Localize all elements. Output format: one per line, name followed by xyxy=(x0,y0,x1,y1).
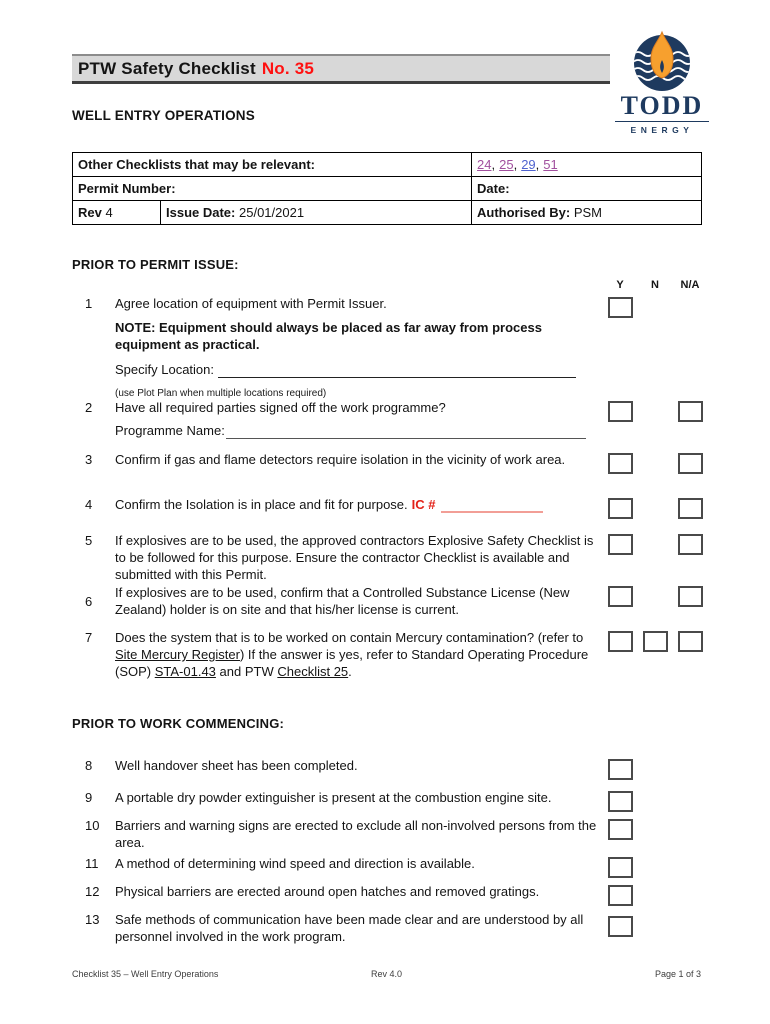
date-label: Date: xyxy=(472,177,702,201)
page-footer xyxy=(72,969,701,979)
footer-document-name: Checklist 35 – Well Entry Operations xyxy=(72,969,219,979)
checkbox-item-5-na[interactable] xyxy=(678,534,703,555)
item-text: Confirm if gas and flame detectors require isolation in the vicinity of work area. xyxy=(115,452,566,467)
table-row xyxy=(73,177,702,201)
item-number: 13 xyxy=(85,912,100,927)
checklist-item-9 xyxy=(72,789,712,806)
other-checklists-label: Other Checklists that may be relevant: xyxy=(73,153,472,177)
other-checklists-links xyxy=(472,153,702,177)
issue-date-label: Issue Date: xyxy=(166,204,236,220)
item-text: If explosives are to be used, the approved contractors Explosive Safety Checklist is to be followed for this purpose. Ensure the contractor Checklist is available and submitted with this Permit. xyxy=(115,533,594,582)
specify-location-field[interactable] xyxy=(218,364,576,378)
checklist-item-4 xyxy=(72,496,712,513)
checklist-25-link[interactable]: Checklist 25 xyxy=(277,664,349,679)
item-text: . xyxy=(348,664,352,679)
programme-name-label: Programme Name: xyxy=(115,423,225,438)
item-text: Does the system that is to be worked on contain Mercury contamination? (refer to xyxy=(115,630,584,645)
permit-info-table xyxy=(72,152,702,225)
checklist-item-7 xyxy=(72,629,712,680)
checkbox-item-7-n[interactable] xyxy=(643,631,668,652)
checklist-link-51[interactable]: 51 xyxy=(543,156,558,172)
column-header-na: N/A xyxy=(680,279,700,291)
issue-date-cell xyxy=(161,201,472,225)
sta-01-43-link[interactable]: STA-01.43 xyxy=(154,664,216,679)
authorised-by-value: PSM xyxy=(573,204,602,220)
item-number: 3 xyxy=(85,452,93,467)
item-text: Well handover sheet has been completed. xyxy=(115,758,358,773)
document-title: PTW Safety Checklist xyxy=(78,59,256,78)
page-title: WELL ENTRY OPERATIONS xyxy=(72,108,255,123)
checklist-item-12 xyxy=(72,883,712,900)
logo-wordmark: TODD xyxy=(620,91,704,120)
checkbox-item-4-y[interactable] xyxy=(608,498,633,519)
checkbox-item-10-y[interactable] xyxy=(608,819,633,840)
column-header-n: N xyxy=(651,279,659,291)
table-row xyxy=(73,201,702,225)
item-number: 5 xyxy=(85,533,93,548)
checkbox-item-1-y[interactable] xyxy=(608,297,633,318)
plot-plan-hint: (use Plot Plan when multiple locations required) xyxy=(115,388,327,399)
item-text: A portable dry powder extinguisher is present at the combustion engine site. xyxy=(115,790,552,805)
separator: , xyxy=(535,156,540,172)
checkbox-item-2-na[interactable] xyxy=(678,401,703,422)
checklist-link-24[interactable]: 24 xyxy=(477,156,492,172)
checklist-link-29[interactable]: 29 xyxy=(521,156,536,172)
item-text: Have all required parties signed off the work programme? xyxy=(115,400,446,415)
permit-number-label: Permit Number: xyxy=(73,177,472,201)
ic-number-label: IC # xyxy=(411,497,436,512)
checkbox-item-13-y[interactable] xyxy=(608,916,633,937)
item-text: If explosives are to be used, confirm that a Controlled Substance License (New Zealand) holder is on site and that his/her license is current. xyxy=(115,585,570,617)
rev-label: Rev xyxy=(78,204,102,220)
item-number: 12 xyxy=(85,884,100,899)
rev-cell xyxy=(73,201,161,225)
item-number: 11 xyxy=(85,856,99,871)
checkbox-item-11-y[interactable] xyxy=(608,857,633,878)
authorised-by-label: Authorised By: xyxy=(477,204,571,220)
item-number: 7 xyxy=(85,630,93,645)
checklist-item-13 xyxy=(72,911,712,945)
section-prior-to-permit-issue: PRIOR TO PERMIT ISSUE: xyxy=(72,257,239,272)
section-prior-to-work-commencing: PRIOR TO WORK COMMENCING: xyxy=(72,716,285,731)
item-number: 6 xyxy=(85,594,93,609)
checkbox-item-6-y[interactable] xyxy=(608,586,633,607)
specify-location-label: Specify Location: xyxy=(115,362,215,377)
checkbox-item-3-na[interactable] xyxy=(678,453,703,474)
todd-energy-globe-flame-icon xyxy=(615,30,709,92)
item-number: 2 xyxy=(85,400,93,415)
item-text: Safe methods of communication have been made clear and are understood by all personnel involved in the work program. xyxy=(115,912,584,944)
item-number: 1 xyxy=(85,296,93,311)
checkbox-item-7-na[interactable] xyxy=(678,631,703,652)
checklist-item-11 xyxy=(72,855,712,872)
document-title-bar xyxy=(72,54,610,84)
item-text: ) If the answer is yes, refer to Standard Operating Procedure (SOP) xyxy=(115,647,589,679)
checklist-item-1 xyxy=(72,295,712,402)
item-text: and PTW xyxy=(215,664,278,679)
logo-subtext: ENERGY xyxy=(615,121,709,135)
item-text: A method of determining wind speed and direction is available. xyxy=(115,856,475,871)
site-mercury-register-link[interactable]: Site Mercury Register xyxy=(115,647,240,662)
checklist-item-5 xyxy=(72,532,712,583)
checkbox-item-4-na[interactable] xyxy=(678,498,703,519)
checkbox-item-9-y[interactable] xyxy=(608,791,633,812)
rev-value: 4 xyxy=(105,204,113,220)
item-number: 8 xyxy=(85,758,93,773)
issue-date-value: 25/01/2021 xyxy=(239,204,305,220)
checklist-item-3 xyxy=(72,451,712,468)
checklist-item-8 xyxy=(72,757,712,774)
item-note: NOTE: Equipment should always be placed as far away from process equipment as practical. xyxy=(115,320,542,352)
ic-number-field[interactable] xyxy=(441,498,543,513)
checkbox-item-5-y[interactable] xyxy=(608,534,633,555)
checkbox-item-6-na[interactable] xyxy=(678,586,703,607)
checkbox-item-12-y[interactable] xyxy=(608,885,633,906)
checklist-item-10 xyxy=(72,817,712,851)
todd-energy-logo xyxy=(615,30,709,135)
table-row xyxy=(73,153,702,177)
item-text: Physical barriers are erected around open hatches and removed gratings. xyxy=(115,884,540,899)
checkbox-item-8-y[interactable] xyxy=(608,759,633,780)
programme-name-field[interactable] xyxy=(226,425,586,439)
authorised-cell xyxy=(472,201,702,225)
document-title-number: No. 35 xyxy=(261,59,315,78)
checkbox-item-2-y[interactable] xyxy=(608,401,633,422)
column-header-y: Y xyxy=(616,279,624,291)
item-text: Confirm the Isolation is in place and fit for purpose. xyxy=(115,497,408,512)
checkbox-item-7-y[interactable] xyxy=(608,631,633,652)
item-number: 10 xyxy=(85,818,100,833)
checkbox-item-3-y[interactable] xyxy=(608,453,633,474)
item-text: Barriers and warning signs are erected to exclude all non-involved persons from the area. xyxy=(115,818,597,850)
checklist-link-25[interactable]: 25 xyxy=(499,156,514,172)
checklist-item-2 xyxy=(72,399,712,439)
item-text: Agree location of equipment with Permit Issuer. xyxy=(115,296,387,311)
footer-page-number: Page 1 of 3 xyxy=(654,969,702,979)
separator: , xyxy=(491,156,496,172)
footer-revision: Rev 4.0 xyxy=(370,969,403,979)
checklist-item-6 xyxy=(72,584,712,618)
item-number: 9 xyxy=(85,790,93,805)
separator: , xyxy=(513,156,518,172)
item-number: 4 xyxy=(85,497,93,512)
